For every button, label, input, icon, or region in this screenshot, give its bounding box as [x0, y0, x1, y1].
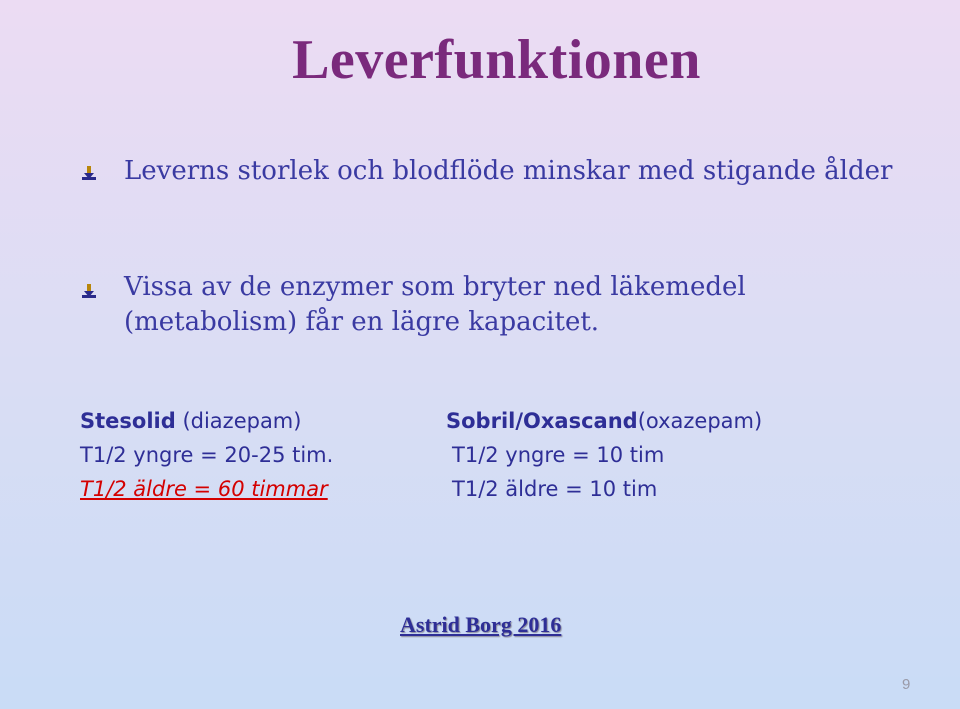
drug-brand-name: Sobril/Oxascand — [446, 409, 638, 433]
page-number: 9 — [902, 676, 911, 693]
drug-brand-name: Stesolid — [80, 409, 176, 433]
bullet-text-1: Leverns storlek och blodflöde minskar med stigande ålder — [124, 156, 893, 186]
drug-generic-name: (oxazepam) — [637, 409, 763, 433]
arrow-down-bullet-icon — [82, 166, 96, 180]
arrow-down-bullet-icon — [82, 284, 96, 298]
bullet-text-2: Vissa av de enzymer som bryter ned läkemedel (metabolism) får en lägre kapacitet. — [124, 272, 746, 337]
halflife-younger-sobril: T1/2 yngre = 10 tim — [452, 443, 665, 467]
halflife-older-stesolid: T1/2 äldre = 60 timmar — [80, 477, 328, 501]
author-credit: Astrid Borg 2016 — [400, 612, 562, 637]
drug-name-line-sobril — [446, 404, 762, 438]
halflife-older-sobril: T1/2 äldre = 10 tim — [452, 477, 658, 501]
drug-name-line-stesolid — [80, 404, 301, 438]
halflife-younger-stesolid: T1/2 yngre = 20-25 tim. — [80, 443, 334, 467]
drug-generic-name: (diazepam) — [175, 409, 302, 433]
slide-title: Leverfunktionen — [292, 29, 701, 91]
